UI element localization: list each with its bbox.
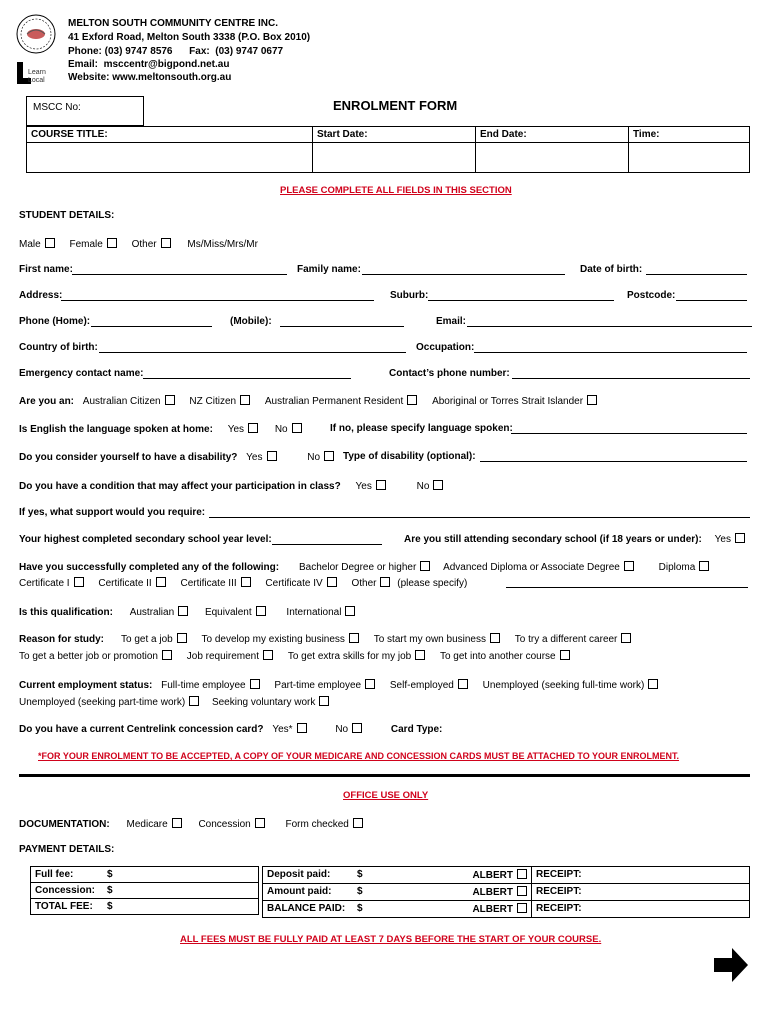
total-fee-row	[31, 899, 259, 915]
international-checkbox[interactable]	[345, 606, 355, 616]
concession-fee-value[interactable]: $	[103, 883, 259, 899]
unemployed-ft-checkbox[interactable]	[648, 679, 658, 689]
equivalent-label: Equivalent	[204, 607, 252, 618]
emergency-contact-field[interactable]	[143, 368, 351, 379]
qual-type-question: Is this qualification:	[19, 607, 113, 618]
develop-business-label: To develop my existing business	[201, 634, 345, 645]
condition-no-label: No	[416, 481, 430, 492]
language-spoken-label: If no, please specify language spoken:	[330, 423, 513, 434]
other-gender-checkbox[interactable]	[161, 238, 171, 248]
disability-yes-label: Yes	[246, 452, 263, 463]
school-level-label: Your highest completed secondary school year level:	[19, 534, 272, 545]
balance-label: BALANCE PAID:	[263, 901, 354, 918]
course-title-field[interactable]	[27, 143, 313, 173]
card-type-label: Card Type:	[390, 724, 443, 735]
full-fee-row	[31, 867, 259, 883]
full-time-checkbox[interactable]	[250, 679, 260, 689]
develop-business-checkbox[interactable]	[349, 633, 359, 643]
nz-citizen-label: NZ Citizen	[189, 396, 237, 407]
concession-doc-label: Concession	[198, 819, 251, 830]
phone-home-label: Phone (Home):	[19, 316, 91, 327]
qual-type-row	[19, 606, 355, 619]
support-field[interactable]	[209, 507, 750, 518]
deposit-albert	[441, 867, 532, 884]
centrelink-yes-checkbox[interactable]	[297, 723, 307, 733]
notice-fees: ALL FEES MUST BE FULLY PAID AT LEAST 7 DAYS BEFORE THE START OF YOUR COURSE.	[180, 934, 602, 945]
albert-label: ALBERT	[472, 904, 513, 915]
country-birth-field[interactable]	[99, 342, 406, 353]
family-name-label: Family name:	[297, 264, 361, 275]
total-fee-label: TOTAL FEE:	[31, 899, 104, 915]
address-label: Address:	[19, 290, 63, 301]
full-fee-label: Full fee:	[31, 867, 104, 883]
notice-medicare: *FOR YOUR ENROLMENT TO BE ACCEPTED, A COPY OF YOUR MEDICARE AND CONCESSION CARDS MUST BE ATTACHED TO YOUR ENROLMENT.	[38, 751, 680, 761]
part-time-checkbox[interactable]	[365, 679, 375, 689]
deposit-amount[interactable]: $	[353, 867, 441, 884]
albert-label: ALBERT	[472, 887, 513, 898]
english-no-label: No	[274, 424, 288, 435]
perm-resident-label: Australian Permanent Resident	[264, 396, 404, 407]
extra-skills-checkbox[interactable]	[415, 650, 425, 660]
form-checked-label: Form checked	[285, 819, 349, 830]
citizenship-question: Are you an:	[19, 396, 75, 407]
aus-citizen-checkbox[interactable]	[165, 395, 175, 405]
extra-skills-label: To get extra skills for my job	[287, 651, 412, 662]
cert3-label: Certificate III	[180, 578, 237, 589]
english-question: Is English the language spoken at home:	[19, 424, 213, 435]
org-website: Website: www.meltonsouth.org.au	[68, 72, 232, 83]
another-course-checkbox[interactable]	[560, 650, 570, 660]
cert2-checkbox[interactable]	[156, 577, 166, 587]
bachelor-label: Bachelor Degree or higher	[299, 562, 417, 573]
emergency-contact-label: Emergency contact name:	[19, 368, 144, 379]
unemployed-ft-label: Unemployed (seeking full-time work)	[482, 680, 645, 691]
office-divider	[19, 774, 750, 777]
dob-label: Date of birth:	[580, 264, 643, 275]
employment-row-1	[19, 679, 658, 692]
voluntary-checkbox[interactable]	[319, 696, 329, 706]
end-date-label: End Date:	[476, 127, 629, 143]
time-label: Time:	[629, 127, 750, 143]
condition-yes-label: Yes	[355, 481, 372, 492]
occupation-label: Occupation:	[416, 342, 475, 353]
equivalent-checkbox[interactable]	[256, 606, 266, 616]
other-qual-field[interactable]	[506, 577, 748, 588]
balance-value[interactable]: $	[353, 901, 441, 918]
disability-no-label: No	[307, 452, 321, 463]
title-options: Ms/Miss/Mrs/Mr	[187, 239, 258, 250]
concession-fee-row	[31, 883, 259, 899]
another-course-label: To get into another course	[439, 651, 556, 662]
next-page-arrow-icon[interactable]	[712, 946, 750, 984]
org-address: 41 Exford Road, Melton South 3338 (P.O. Box 2010)	[68, 32, 311, 43]
concession-fee-label: Concession:	[31, 883, 104, 899]
bachelor-checkbox[interactable]	[420, 561, 430, 571]
documentation-row	[19, 818, 363, 831]
mscc-no-box[interactable]	[26, 96, 144, 126]
email-field[interactable]	[467, 316, 752, 327]
balance-albert-checkbox[interactable]	[517, 903, 527, 913]
support-label: If yes, what support would you require:	[19, 507, 206, 518]
student-details-heading: STUDENT DETAILS:	[19, 210, 115, 221]
disability-question: Do you consider yourself to have a disability?	[19, 452, 238, 463]
cert4-label: Certificate IV	[265, 578, 323, 589]
amount-label: Amount paid:	[263, 884, 354, 901]
female-checkbox[interactable]	[107, 238, 117, 248]
employment-row-2	[19, 696, 329, 709]
first-name-label: First name:	[19, 264, 73, 275]
female-label: Female	[69, 239, 103, 250]
centrelink-question: Do you have a current Centrelink concession card?	[19, 724, 264, 735]
disability-type-label: Type of disability (optional):	[343, 451, 476, 462]
full-fee-value[interactable]: $	[103, 867, 259, 883]
occupation-field[interactable]	[474, 342, 747, 353]
other-gender-label: Other	[131, 239, 157, 250]
balance-albert	[441, 901, 532, 918]
reason-row-1	[121, 633, 631, 646]
first-name-field[interactable]	[72, 264, 287, 275]
org-name: MELTON SOUTH COMMUNITY CENTRE INC.	[68, 18, 278, 29]
amount-row	[263, 884, 750, 901]
amount-value[interactable]: $	[353, 884, 441, 901]
other-qual-checkbox[interactable]	[380, 577, 390, 587]
mscc-no-label: MSCC No:	[33, 102, 81, 113]
english-no-checkbox[interactable]	[292, 423, 302, 433]
suburb-label: Suburb:	[390, 290, 429, 301]
deposit-label: Deposit paid:	[263, 867, 354, 884]
unemployed-pt-checkbox[interactable]	[189, 696, 199, 706]
certificate-row	[19, 577, 467, 590]
fees-table	[30, 866, 259, 915]
atsi-checkbox[interactable]	[587, 395, 597, 405]
other-qual-label: Other	[351, 578, 377, 589]
mobile-label: (Mobile):	[230, 316, 272, 327]
diploma-checkbox[interactable]	[699, 561, 709, 571]
male-checkbox[interactable]	[45, 238, 55, 248]
postcode-field[interactable]	[676, 290, 747, 301]
medicare-label: Medicare	[126, 819, 168, 830]
amount-albert	[441, 884, 532, 901]
attending-school-row	[404, 533, 745, 546]
centrelink-row	[19, 723, 442, 736]
citizenship-row	[19, 395, 597, 408]
male-label: Male	[19, 239, 41, 250]
english-yes-checkbox[interactable]	[248, 423, 258, 433]
international-label: International	[286, 607, 342, 618]
cert1-checkbox[interactable]	[74, 577, 84, 587]
aus-citizen-label: Australian Citizen	[82, 396, 161, 407]
perm-resident-checkbox[interactable]	[407, 395, 417, 405]
gender-row	[19, 238, 258, 251]
balance-receipt-label[interactable]: RECEIPT:	[532, 901, 750, 918]
get-job-label: To get a job	[121, 634, 173, 645]
form-title: ENROLMENT FORM	[333, 98, 458, 113]
country-birth-label: Country of birth:	[19, 342, 98, 353]
documentation-label: DOCUMENTATION:	[19, 819, 110, 830]
phone-home-field[interactable]	[91, 316, 212, 327]
australian-label: Australian	[129, 607, 175, 618]
disability-type-field[interactable]	[480, 451, 747, 462]
contact-phone-label: Contact’s phone number:	[389, 368, 510, 379]
cert3-checkbox[interactable]	[241, 577, 251, 587]
atsi-label: Aboriginal or Torres Strait Islander	[432, 396, 584, 407]
english-yes-label: Yes	[227, 424, 245, 435]
cert2-label: Certificate II	[98, 578, 152, 589]
amount-receipt-label[interactable]: RECEIPT:	[532, 884, 750, 901]
office-use-heading: OFFICE USE ONLY	[343, 790, 429, 801]
contact-phone-field[interactable]	[512, 368, 750, 379]
condition-yes-checkbox[interactable]	[376, 480, 386, 490]
suburb-field[interactable]	[428, 290, 614, 301]
full-time-label: Full-time employee	[161, 680, 246, 691]
concession-doc-checkbox[interactable]	[255, 818, 265, 828]
course-title-label: COURSE TITLE:	[27, 127, 313, 143]
different-career-label: To try a different career	[514, 634, 618, 645]
attending-school-question: Are you still attending secondary school (if 18 years or under):	[404, 534, 702, 545]
get-job-checkbox[interactable]	[177, 633, 187, 643]
learn-local-text: Learn Local	[28, 69, 46, 84]
different-career-checkbox[interactable]	[621, 633, 631, 643]
deposit-albert-checkbox[interactable]	[517, 869, 527, 879]
please-specify-label: (please specify)	[397, 578, 468, 589]
condition-question: Do you have a condition that may affect your participation in class?	[19, 481, 341, 492]
email-label: Email:	[436, 316, 467, 327]
cert4-checkbox[interactable]	[327, 577, 337, 587]
employment-question: Current employment status:	[19, 680, 153, 691]
deposit-row	[263, 867, 750, 884]
centrelink-no-checkbox[interactable]	[352, 723, 362, 733]
english-row	[19, 423, 302, 436]
reason-question: Reason for study:	[19, 634, 105, 645]
cert1-label: Certificate I	[19, 578, 70, 589]
language-spoken-field[interactable]	[511, 423, 747, 434]
payments-table	[262, 866, 750, 918]
self-employed-label: Self-employed	[389, 680, 454, 691]
part-time-label: Part-time employee	[274, 680, 362, 691]
postcode-label: Postcode:	[627, 290, 676, 301]
better-job-label: To get a better job or promotion	[19, 651, 158, 662]
start-business-label: To start my own business	[373, 634, 486, 645]
self-employed-checkbox[interactable]	[458, 679, 468, 689]
diploma-label: Diploma	[658, 562, 696, 573]
attending-yes-checkbox[interactable]	[735, 533, 745, 543]
adv-diploma-label: Advanced Diploma or Associate Degree	[443, 562, 620, 573]
amount-albert-checkbox[interactable]	[517, 886, 527, 896]
disability-no-checkbox[interactable]	[324, 451, 334, 461]
deposit-receipt-label[interactable]: RECEIPT:	[532, 867, 750, 884]
start-date-label: Start Date:	[313, 127, 476, 143]
medicare-checkbox[interactable]	[172, 818, 182, 828]
australian-checkbox[interactable]	[178, 606, 188, 616]
course-table	[26, 126, 750, 173]
nz-citizen-checkbox[interactable]	[240, 395, 250, 405]
balance-row	[263, 901, 750, 918]
notice-complete-fields: PLEASE COMPLETE ALL FIELDS IN THIS SECTION	[280, 185, 512, 196]
school-level-field[interactable]	[272, 534, 382, 545]
start-business-checkbox[interactable]	[490, 633, 500, 643]
time-field[interactable]	[629, 143, 750, 173]
bachelor-option	[299, 561, 709, 574]
centrelink-no-label: No	[335, 724, 349, 735]
better-job-checkbox[interactable]	[162, 650, 172, 660]
end-date-field[interactable]	[476, 143, 629, 173]
dob-field[interactable]	[646, 264, 747, 275]
unemployed-pt-label: Unemployed (seeking part-time work)	[19, 697, 186, 708]
address-field[interactable]	[61, 290, 374, 301]
org-phone: Phone: (03) 9747 8576 Fax: (03) 9747 0677	[68, 46, 284, 57]
albert-label: ALBERT	[472, 870, 513, 881]
qualification-question: Have you successfully completed any of the following:	[19, 562, 280, 573]
condition-no-checkbox[interactable]	[433, 480, 443, 490]
voluntary-label: Seeking voluntary work	[211, 697, 316, 708]
family-name-field[interactable]	[362, 264, 565, 275]
org-email: Email: msccentr@bigpond.net.au	[68, 59, 230, 70]
job-requirement-label: Job requirement	[186, 651, 260, 662]
form-checked-checkbox[interactable]	[353, 818, 363, 828]
payment-details-heading: PAYMENT DETAILS:	[19, 844, 115, 855]
total-fee-value[interactable]: $	[103, 899, 259, 915]
adv-diploma-checkbox[interactable]	[624, 561, 634, 571]
condition-row	[19, 480, 443, 493]
attending-yes-label: Yes	[714, 534, 731, 545]
disability-yes-checkbox[interactable]	[267, 451, 277, 461]
centrelink-yes-label: Yes*	[272, 724, 293, 735]
start-date-field[interactable]	[313, 143, 476, 173]
mobile-field[interactable]	[280, 316, 404, 327]
job-requirement-checkbox[interactable]	[263, 650, 273, 660]
disability-row	[19, 451, 334, 464]
reason-row-2	[19, 650, 570, 663]
